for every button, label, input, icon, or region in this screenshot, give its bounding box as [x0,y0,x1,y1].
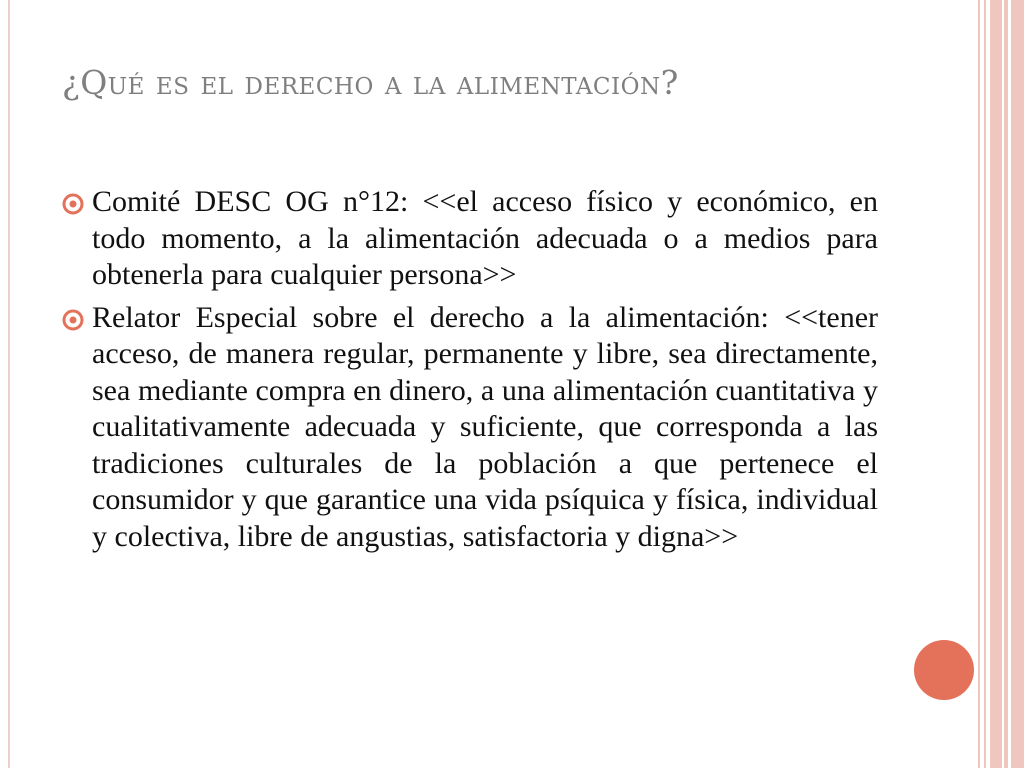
decorative-stripe [984,0,986,768]
decorative-stripe [978,0,980,768]
bullet-item [62,184,878,294]
left-edge-line [8,0,10,768]
slide-title: ¿Qué es el derecho a la alimentación? [62,63,679,102]
decorative-stripe [1004,0,1008,768]
decorative-stripe [1011,0,1024,768]
bullet-list [62,184,878,561]
decorative-stripe [990,0,1002,768]
bullet-item [62,300,878,556]
bullet-text: Relator Especial sobre el derecho a la alimentación: <<tener acceso, de manera regular, permanente y libre, sea directamente, sea mediante compra en dinero, a una alimentación cuantitativa y cualitativamente adecuada y suficiente, que corresponda a las tradiciones culturales de la población a que pertenece el consumidor y que garantice una vida psíquica y física, individual y colectiva, libre de angustias, satisfactoria y digna>> [92,300,878,553]
bullet-text: Comité DESC OG n°12: <<el acceso físico y económico, en todo momento, a la alimentación adecuada o a medios para obtenerla para cualquier persona>> [92,185,878,291]
bullet-ring-icon [62,193,84,215]
bullet-ring-icon [62,309,84,331]
accent-circle-icon [914,640,974,700]
